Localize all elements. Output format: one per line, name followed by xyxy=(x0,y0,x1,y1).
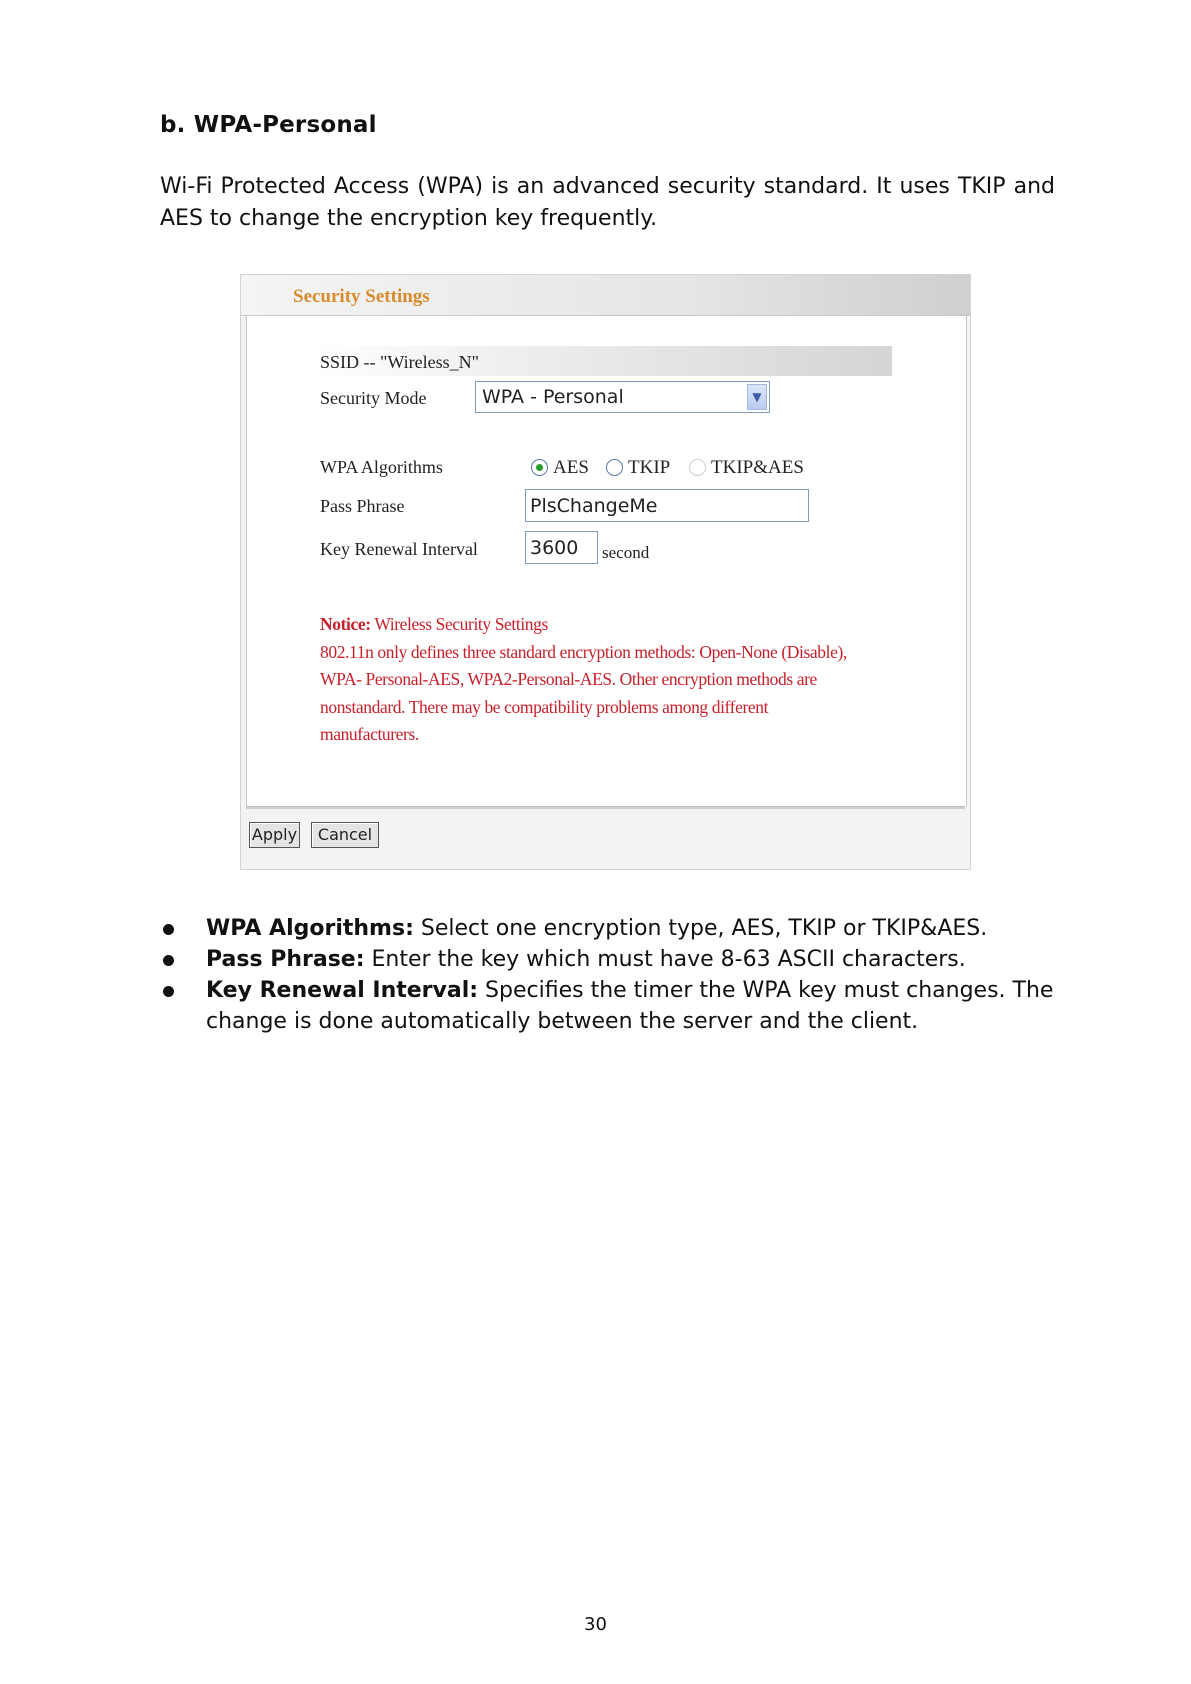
section-title: b. WPA-Personal xyxy=(160,112,377,138)
bullet-term: Pass Phrase: xyxy=(206,947,365,972)
bullet-text: Enter the key which must have 8-63 ASCII characters. xyxy=(364,947,966,972)
pass-phrase-label: Pass Phrase xyxy=(320,496,405,516)
key-renewal-unit: second xyxy=(602,543,650,562)
security-mode-value: WPA - Personal xyxy=(482,386,624,408)
notice-block xyxy=(320,611,910,749)
radio-aes-label: AES xyxy=(553,457,589,478)
bullet-icon xyxy=(163,955,174,966)
wpa-algorithms-label: WPA Algorithms xyxy=(320,457,443,477)
bullet-term: WPA Algorithms: xyxy=(206,916,414,941)
notice-title: Notice: xyxy=(320,614,371,634)
notice-line: nonstandard. There may be compatibility problems among different xyxy=(320,696,769,717)
radio-tkip-aes-label: TKIP&AES xyxy=(711,457,804,478)
page-number: 30 xyxy=(584,1614,607,1635)
security-mode-label: Security Mode xyxy=(320,388,427,408)
chevron-down-icon[interactable]: ▼ xyxy=(747,384,767,410)
cancel-button[interactable]: Cancel xyxy=(311,822,379,848)
notice-line: 802.11n only defines three standard encryption methods: Open-None (Disable), xyxy=(320,641,847,662)
bullet-text: Specifies the timer the WPA key must changes. The change is done automatically between the server and the client. xyxy=(206,978,1054,1034)
radio-tkip[interactable] xyxy=(606,459,623,476)
bullet-icon xyxy=(163,986,174,997)
panel-title: Security Settings xyxy=(293,286,430,307)
bullet-term: Key Renewal Interval: xyxy=(206,978,479,1003)
key-renewal-value: 3600 xyxy=(530,537,579,559)
bullet-icon xyxy=(163,924,174,935)
radio-aes[interactable] xyxy=(531,459,548,476)
notice-line: manufacturers. xyxy=(320,724,419,744)
security-mode-select[interactable] xyxy=(475,381,770,413)
pass-phrase-input[interactable] xyxy=(525,489,809,522)
radio-tkip-label: TKIP xyxy=(628,457,671,478)
notice-line: WPA- Personal-AES, WPA2-Personal-AES. Other encryption methods are xyxy=(320,669,817,689)
panel-header xyxy=(241,275,970,316)
key-renewal-label: Key Renewal Interval xyxy=(320,539,478,559)
intro-paragraph: Wi-Fi Protected Access (WPA) is an advanced security standard. It uses TKIP and AES to change the encryption key frequently. xyxy=(160,174,1055,231)
radio-tkip-aes[interactable] xyxy=(689,459,706,476)
bullet-text: Select one encryption type, AES, TKIP or TKIP&AES. xyxy=(413,916,988,941)
button-divider xyxy=(246,806,965,809)
ssid-label: SSID -- "Wireless_N" xyxy=(320,352,479,372)
pass-phrase-value: PlsChangeMe xyxy=(530,495,658,517)
key-renewal-input[interactable] xyxy=(525,531,598,564)
list-item xyxy=(160,913,1060,944)
list-item xyxy=(160,944,1060,975)
apply-button[interactable]: Apply xyxy=(249,822,300,848)
bullet-list xyxy=(160,913,1060,1037)
notice-line: Wireless Security Settings xyxy=(374,614,548,634)
list-item xyxy=(160,975,1060,1037)
